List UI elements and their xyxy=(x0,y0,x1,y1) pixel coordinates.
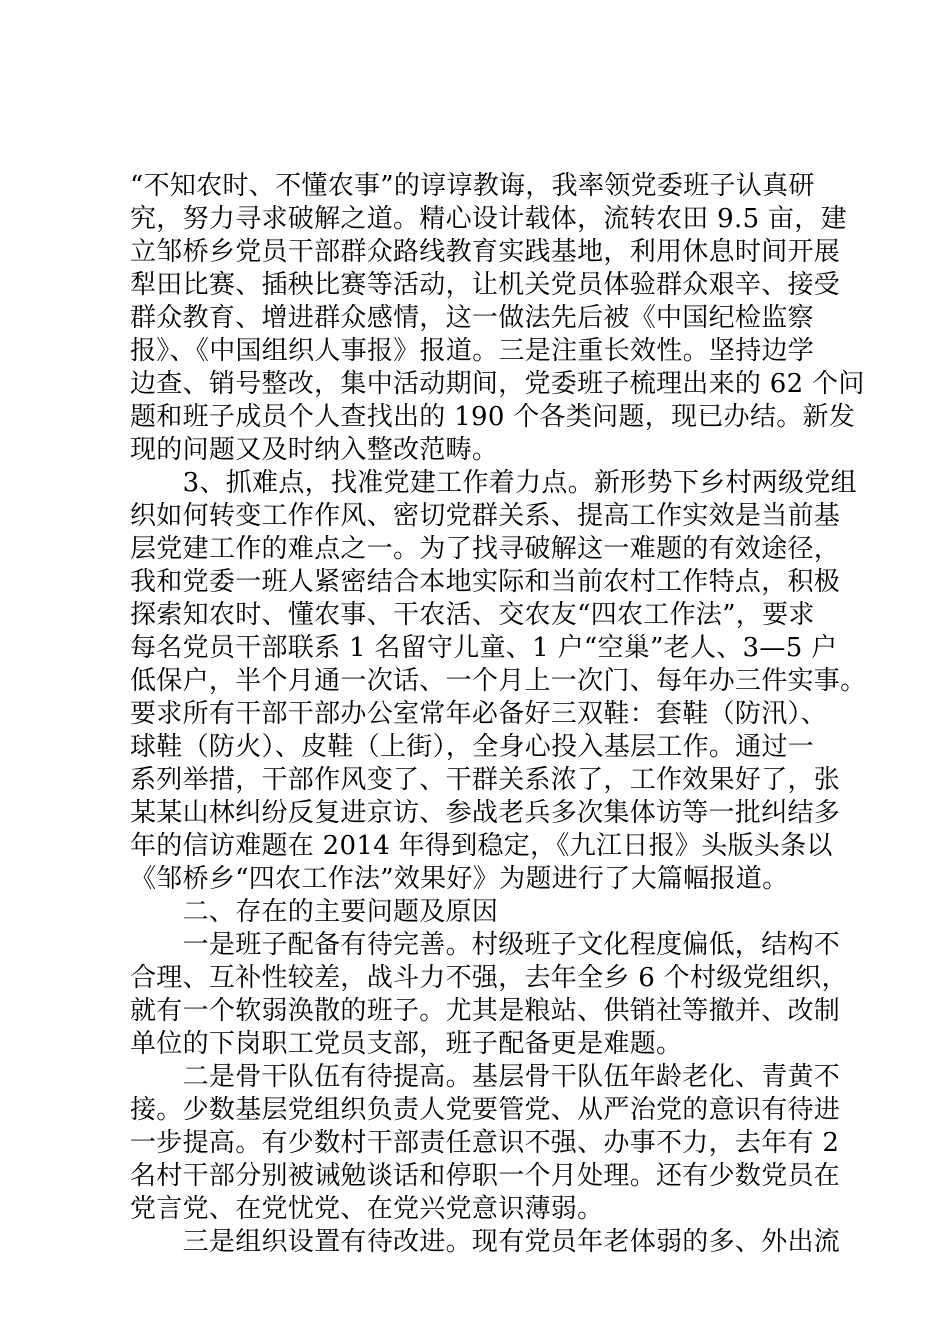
text-line: 球鞋（防火）、皮鞋（上街），全身心投入基层工作。通过一 xyxy=(130,732,815,762)
text-line: 低保户，半个月通一次话、一个月上一次门、每年办三件实事。 xyxy=(130,666,867,696)
document-page xyxy=(130,170,930,1259)
text-line: 系列举措，干部作风变了、干群关系浓了，工作效果好了，张 xyxy=(130,765,841,795)
text-line: 群众教育、增进群众感情，这一做法先后被《中国纪检监察 xyxy=(130,303,814,333)
text-line: 三是组织设置有待改进。现有党员年老体弱的多、外出流 xyxy=(130,1227,841,1257)
text-line: 探索知农时、懂农事、干农活、交农友“四农工作法”，要求 xyxy=(130,600,815,630)
text-line: 《邹桥乡“四农工作法”效果好》为题进行了大篇幅报道。 xyxy=(130,864,789,894)
text-line: 合理、互补性较差，战斗力不强，去年全乡 6 个村级党组织， xyxy=(130,963,848,993)
text-line: 要求所有干部干部办公室常年必备好三双鞋：套鞋（防汛）、 xyxy=(130,699,828,729)
text-line: 每名党员干部联系 1 名留守儿童、1 户“空巢”老人、3—5 户 xyxy=(130,633,838,663)
text-line: 现的问题又及时纳入整改范畴。 xyxy=(130,435,499,465)
text-line: 犁田比赛、插秧比赛等活动，让机关党员体验群众艰辛、接受 xyxy=(130,270,841,300)
text-line: “不知农时、不懂农事”的谆谆教诲，我率领党委班子认真研 xyxy=(130,171,815,201)
text-line: 就有一个软弱涣散的班子。尤其是粮站、供销社等撤并、改制 xyxy=(130,996,841,1026)
text-line: 年的信访难题在 2014 年得到稳定，《九江日报》头版头条以 xyxy=(130,831,833,861)
text-line: 织如何转变工作作风、密切党群关系、提高工作实效是当前基 xyxy=(130,501,841,531)
text-line: 接。少数基层党组织负责人党要管党、从严治党的意识有待进 xyxy=(130,1095,841,1125)
section-heading: 二、存在的主要问题及原因 xyxy=(130,897,499,927)
text-line: 究，努力寻求破解之道。精心设计载体，流转农田 9.5 亩，建 xyxy=(130,204,847,234)
text-line: 层党建工作的难点之一。为了找寻破解这一难题的有效途径， xyxy=(130,534,841,564)
text-line: 立邹桥乡党员干部群众路线教育实践基地，利用休息时间开展 xyxy=(130,237,841,267)
paragraph-heading-3: 3、抓难点，找准党建工作着力点。新形势下乡村两级党组 xyxy=(130,468,857,498)
text-line: 我和党委一班人紧密结合本地实际和当前农村工作特点，积极 xyxy=(130,567,841,597)
text-line: 名村干部分别被诫勉谈话和停职一个月处理。还有少数党员在 xyxy=(130,1161,841,1191)
text-line: 边查、销号整改，集中活动期间，党委班子梳理出来的 62 个问 xyxy=(130,369,865,399)
text-line: 某某山林纠纷反复进京访、参战老兵多次集体访等一批纠结多 xyxy=(130,798,841,828)
text-line: 一步提高。有少数村干部责任意识不强、办事不力，去年有 2 xyxy=(130,1128,840,1158)
text-line: 二是骨干队伍有待提高。基层骨干队伍年龄老化、青黄不 xyxy=(130,1062,841,1092)
text-line: 党言党、在党忧党、在党兴党意识薄弱。 xyxy=(130,1194,604,1224)
text-line: 题和班子成员个人查找出的 190 个各类问题，现已办结。新发 xyxy=(130,402,856,432)
text-line: 单位的下岗职工党员支部，班子配备更是难题。 xyxy=(130,1029,683,1059)
text-line: 一是班子配备有待完善。村级班子文化程度偏低，结构不 xyxy=(130,930,841,960)
text-line: 报》、《中国组织人事报》报道。三是注重长效性。坚持边学 xyxy=(130,336,815,366)
